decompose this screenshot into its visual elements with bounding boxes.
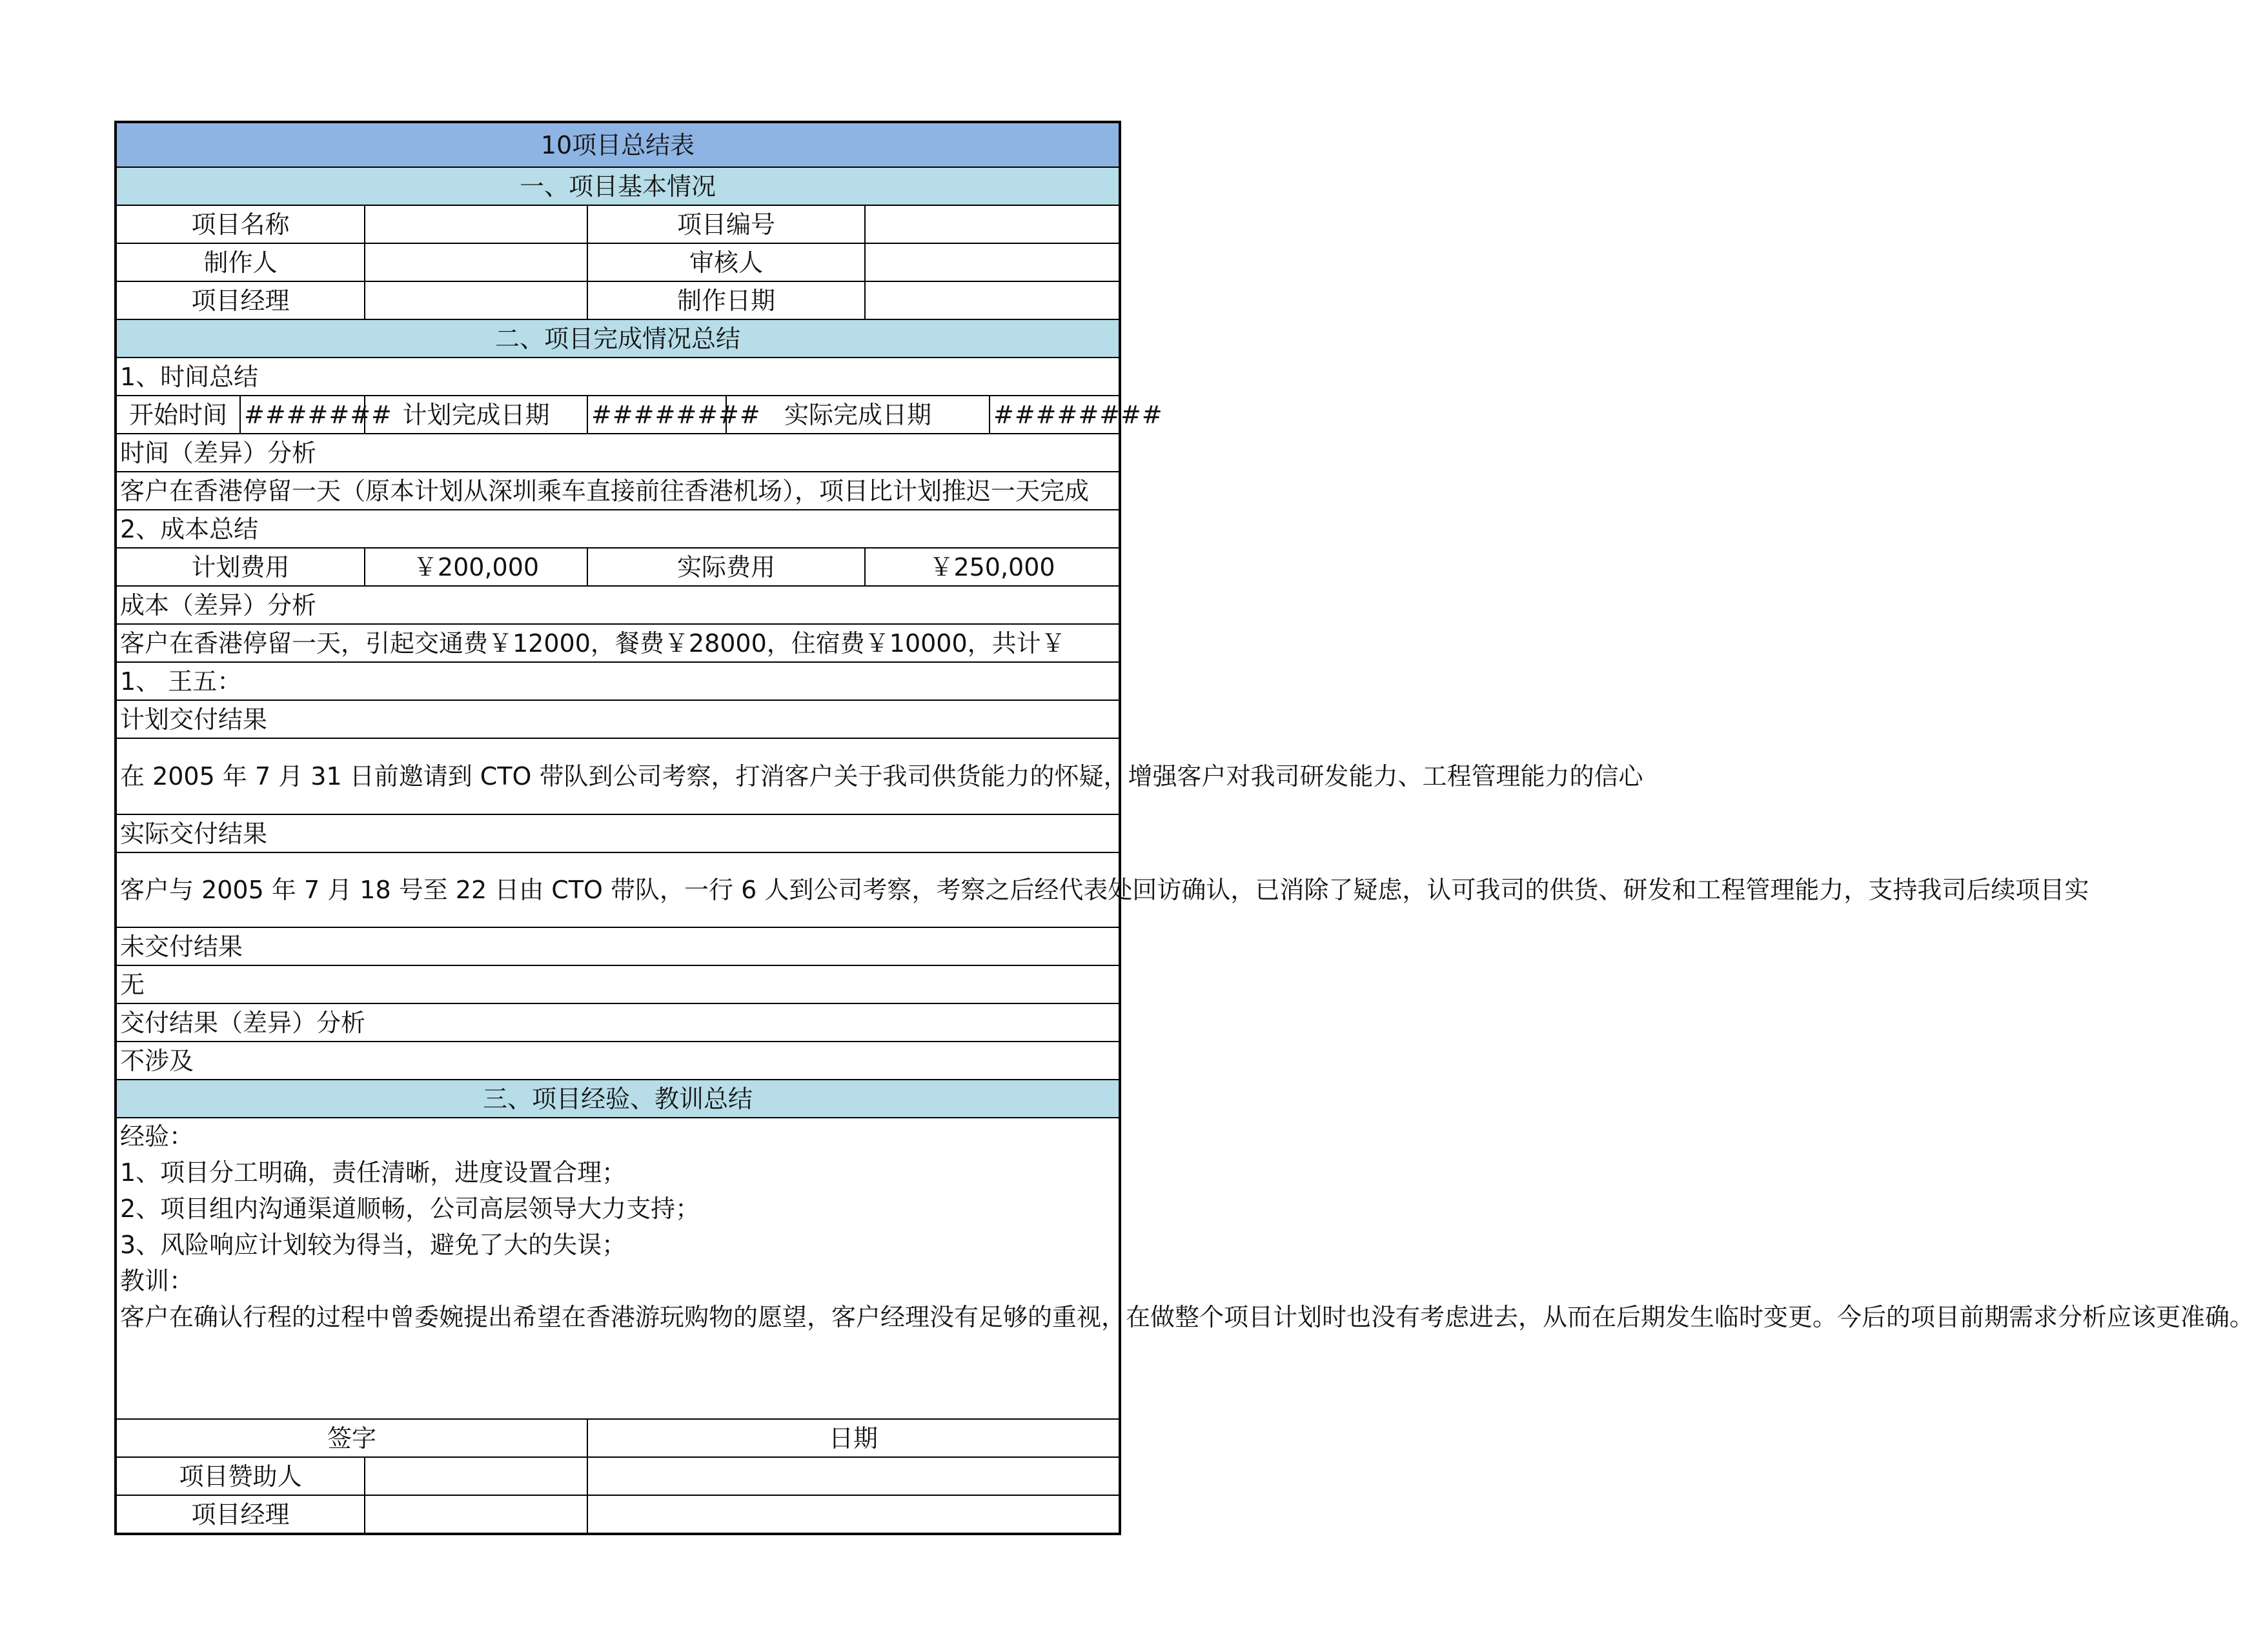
actual-delivery-text[interactable]: 客户与 2005 年 7 月 18 号至 22 日由 CTO 带队，一行 6 人到公司考察，考察之后经代表处回访确认，已消除了疑虑，认可我司的供货、研发和工程管理能力，支持我司后续项目实 <box>116 852 1120 927</box>
experience-label: 经验： <box>120 1122 194 1151</box>
actual-finish-label: 实际完成日期 <box>726 396 990 434</box>
plan-delivery-text[interactable]: 在 2005 年 7 月 31 日前邀请到 CTO 带队到公司考察，打消客户关于我司供货能力的怀疑，增强客户对我司研发能力、工程管理能力的信心 <box>116 738 1120 814</box>
project-summary-table <box>114 121 2254 1535</box>
plan-cost-label: 计划费用 <box>116 548 365 586</box>
actual-cost-cell[interactable]: ￥250,000 <box>865 548 1120 586</box>
plan-finish-cell[interactable]: ######## <box>587 396 726 434</box>
start-time-cell[interactable]: ####### <box>240 396 365 434</box>
cost-summary-heading: 2、成本总结 <box>116 510 1120 548</box>
section3-heading: 三、项目经验、教训总结 <box>116 1080 1120 1118</box>
project-name-label: 项目名称 <box>116 205 365 243</box>
actual-finish-cell[interactable]: ######## <box>990 396 1120 434</box>
sheet-title: 10项目总结表 <box>116 122 1120 167</box>
plan-finish-label: 计划完成日期 <box>365 396 587 434</box>
undelivered-text[interactable]: 无 <box>116 965 1120 1003</box>
actual-delivery-label: 实际交付结果 <box>116 814 1120 852</box>
delivery-analysis-text[interactable]: 不涉及 <box>116 1042 1120 1080</box>
lesson-label: 教训： <box>120 1267 194 1295</box>
sponsor-label: 项目赞助人 <box>116 1457 365 1495</box>
project-name-cell[interactable] <box>365 205 587 243</box>
manager-cell[interactable] <box>365 281 587 319</box>
sponsor-date-cell[interactable] <box>587 1457 1120 1495</box>
reviewer-label: 审核人 <box>587 243 865 281</box>
section2-heading: 二、项目完成情况总结 <box>116 319 1120 358</box>
experience-lessons-block[interactable] <box>116 1118 2254 1419</box>
actual-cost-label: 实际费用 <box>587 548 865 586</box>
project-no-cell[interactable] <box>865 205 1120 243</box>
sponsor-sign-cell[interactable] <box>365 1457 587 1495</box>
reviewer-cell[interactable] <box>865 243 1120 281</box>
cost-analysis-label: 成本（差异）分析 <box>116 586 1120 624</box>
experience-item-2: 2、项目组内沟通渠道顺畅，公司高层领导大力支持； <box>120 1194 700 1223</box>
start-time-label: 开始时间 <box>116 396 240 434</box>
cost-analysis-text[interactable]: 客户在香港停留一天，引起交通费￥12000，餐费￥28000，住宿费￥10000，共计￥ <box>116 624 1120 662</box>
experience-item-3: 3、风险响应计划较为得当，避免了大的失误； <box>120 1231 627 1259</box>
lesson-text: 客户在确认行程的过程中曾委婉提出希望在香港游玩购物的愿望，客户经理没有足够的重视，在做整个项目计划时也没有考虑进去，从而在后期发生临时变更。今后的项目前期需求分析应该更准确。 <box>120 1303 2254 1331</box>
delivery-analysis-label: 交付结果（差异）分析 <box>116 1003 1120 1042</box>
project-no-label: 项目编号 <box>587 205 865 243</box>
maker-label: 制作人 <box>116 243 365 281</box>
manager-sign-cell[interactable] <box>365 1495 587 1534</box>
section1-heading: 一、项目基本情况 <box>116 167 1120 205</box>
signature-heading: 签字 <box>116 1419 587 1457</box>
manager-label: 项目经理 <box>116 281 365 319</box>
plan-delivery-label: 计划交付结果 <box>116 700 1120 738</box>
time-analysis-text[interactable]: 客户在香港停留一天（原本计划从深圳乘车直接前往香港机场），项目比计划推迟一天完成 <box>116 472 1120 510</box>
person-line: 1、 王五： <box>116 662 1120 700</box>
date-heading: 日期 <box>587 1419 1120 1457</box>
maker-cell[interactable] <box>365 243 587 281</box>
plan-cost-cell[interactable]: ￥200,000 <box>365 548 587 586</box>
undelivered-label: 未交付结果 <box>116 927 1120 965</box>
experience-item-1: 1、项目分工明确，责任清晰，进度设置合理； <box>120 1158 627 1187</box>
make-date-cell[interactable] <box>865 281 1120 319</box>
time-analysis-label: 时间（差异）分析 <box>116 434 1120 472</box>
make-date-label: 制作日期 <box>587 281 865 319</box>
time-summary-heading: 1、时间总结 <box>116 358 1120 396</box>
sign-manager-label: 项目经理 <box>116 1495 365 1534</box>
manager-date-cell[interactable] <box>587 1495 1120 1534</box>
